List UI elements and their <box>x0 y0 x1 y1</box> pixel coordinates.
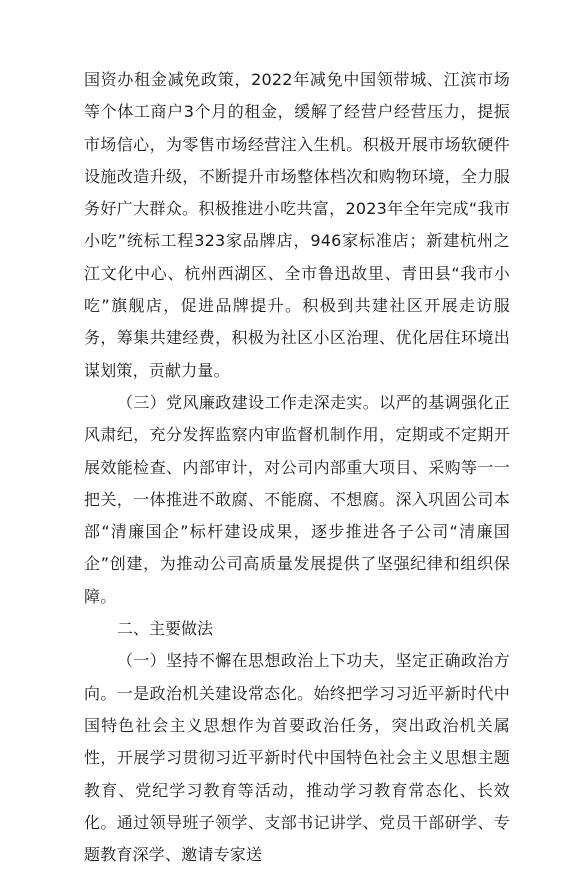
body-paragraph: 国资办租金减免政策，2022年减免中国领带城、江滨市场等个体工商户3个月的租金，缓解了经营户经营压力，提振市场信心，为零售市场经营注入生机。积极开展市场软硬件设施改造升级，不断提升市场整体档次和购物环境，全力服务好广大群众。积极推进小吃共富，2023年全年完成“我市小吃”统标工程323家品牌店，946家标准店；新建杭州之江文化中心、杭州西湖区、全市鲁迅故里、青田县“我市小吃”旗舰店，促进品牌提升。积极到共建社区开展走访服务，筹集共建经费，积极为社区小区治理、优化居住环境出谋划策，贡献力量。 <box>84 70 510 380</box>
section-heading: 二、主要做法 <box>117 619 214 639</box>
body-paragraph: （三）党风廉政建设工作走深走实。以严的基调强化正风肃纪，充分发挥监察内审监督机制作用，定期或不定期开展效能检查、内部审计，对公司内部重大项目、采购等一一把关，一体推进不敢腐、不能腐、不想腐。深入巩固公司本部“清廉国企”标杆建设成果，逐步推进各子公司“清廉国企”创建，为推动公司高质量发展提供了坚强纪律和组织保障。 <box>84 392 510 606</box>
body-paragraph: （一）坚持不懈在思想政治上下功夫，坚定正确政治方向。一是政治机关建设常态化。始终把学习习近平新时代中国特色社会主义思想作为首要政治任务，突出政治机关属性，开展学习贯彻习近平新时代中国特色社会主义思想主题教育、党纪学习教育等活动，推动学习教育常态化、长效化。通过领导班子领学、支部书记讲学、党员干部研学、专题教育深学、邀请专家送 <box>84 651 510 865</box>
document-page <box>84 64 510 871</box>
